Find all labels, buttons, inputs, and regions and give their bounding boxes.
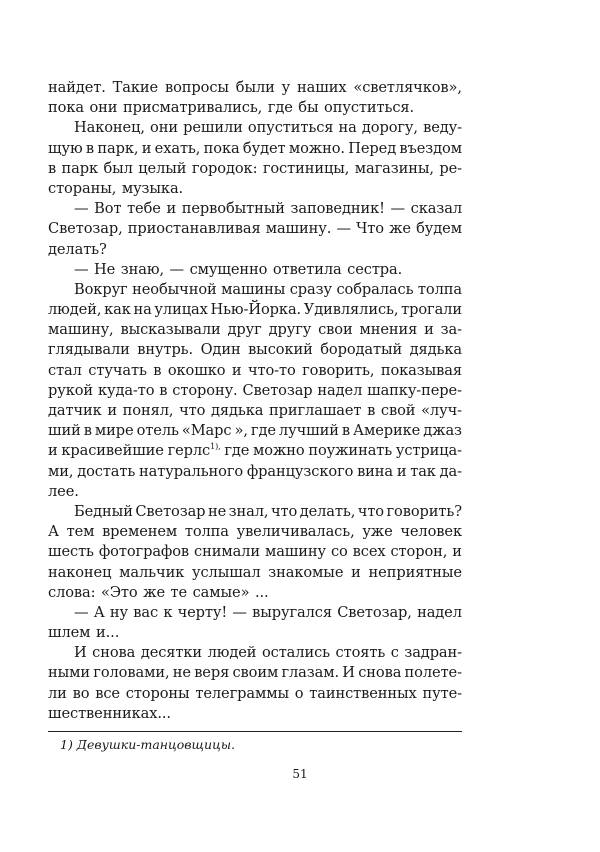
word: Бедный [74,502,133,520]
text-line [48,603,462,623]
word: стоять [335,644,386,662]
word: толпа [184,523,229,541]
word: вопросы [164,79,229,96]
word: Один [200,341,241,359]
word: улицах [154,301,208,319]
word: городок: [191,159,258,177]
word: и [351,563,361,581]
word: мире [94,422,134,440]
word: где [267,99,293,117]
word: друг [227,321,262,339]
word: со [330,543,348,561]
word: достать [77,462,136,480]
word: машину [264,543,326,561]
word: сестра. [347,260,403,278]
word: ре- [439,159,462,177]
word: к [163,603,173,621]
word: неприятные [368,563,462,581]
word: приглашает [269,402,362,419]
word: выругался [252,603,332,621]
text-line [48,159,462,179]
word: трогали [401,301,462,319]
word: уже [362,523,393,541]
word: натурального [139,462,244,480]
text-line [48,421,462,441]
word: наших [297,79,347,96]
word: пока [48,99,84,117]
word: Америке [353,422,421,440]
word: во [72,684,90,702]
word: всех [352,543,386,561]
word: необычной [132,280,217,298]
word: Светозар, [48,220,123,238]
word: все [95,684,120,702]
word: А [48,523,59,541]
word: будем [416,220,462,238]
text-line [48,199,462,219]
word: парк [61,159,99,177]
text-line [48,684,462,704]
word: делать, [299,502,356,520]
word: Вот [94,200,122,218]
word: вас [133,603,159,621]
word: ми, [48,462,74,480]
word: и [141,139,152,157]
word: же [389,220,411,238]
word: головами, [93,664,170,682]
word: телеграммы [195,684,289,702]
word: пока [203,139,240,157]
word: ными [48,664,91,682]
word: тебе [127,200,161,218]
text-line [48,401,462,421]
word: веря [194,664,230,682]
word: въездом [399,139,462,157]
word: Вокруг [74,280,128,298]
word: Не [94,260,116,278]
text-line [48,78,462,98]
word: в [85,139,95,157]
word: знал, [228,502,269,520]
word: Перед [348,139,397,157]
word: бородатый [320,341,403,359]
word: и [48,442,58,460]
word: полете- [404,664,462,682]
word: в [48,159,57,177]
word: первобытный [181,200,285,218]
word: устрица- [395,442,462,460]
text-line [48,663,462,683]
word: решили [183,119,243,137]
word: опуститься [247,119,334,137]
word: — [232,603,247,621]
word: и [452,543,462,561]
word: рукой [48,381,94,399]
word: и [107,402,117,419]
word: высказывали [120,321,221,339]
word: машину. [265,220,332,238]
word: Светозар, [337,603,412,621]
word: десятки [140,644,203,662]
word: те [170,583,188,601]
word: лучший [278,422,339,440]
word: Нью-Йорка. [210,301,302,319]
text-line [48,643,462,663]
word: высокий [248,341,313,359]
word: черту! [177,603,228,621]
word: веду- [423,119,462,137]
word: музыка. [121,179,184,197]
word: будет [242,139,286,157]
word: «луч- [421,402,462,419]
word: ну [109,603,129,621]
text-line [48,260,462,280]
word: людей [207,644,257,662]
word: да- [439,462,462,480]
word: что [357,502,384,520]
word: опуститься. [324,99,415,117]
text-line [48,381,462,401]
word: снимали [194,543,260,561]
word: стораны, [48,179,117,197]
word: и... [95,624,120,642]
text-line [48,462,462,482]
word: ший [48,422,81,440]
word: заповедник! [290,200,385,218]
text-line [48,118,462,138]
word: о [294,684,304,702]
text-line [48,340,462,360]
word: «светлячков», [353,79,462,96]
word: машины [221,280,286,298]
word: собралась [336,280,414,298]
word: самые» [192,583,250,601]
word: с [390,644,399,662]
word: «Это [101,583,138,601]
text-line [48,320,462,340]
word: снова [358,664,402,682]
word: И [74,644,87,662]
text-line [48,98,462,118]
text-line [48,623,462,643]
word: дядька [409,341,462,359]
word: смущенно [189,260,268,278]
word: на [133,301,152,319]
word: бы [298,99,319,117]
text-line [48,502,462,522]
word: мальчик [119,563,185,581]
word: временем [102,523,178,541]
text-line [48,361,462,381]
word: ... [254,583,269,601]
word: что-то [247,361,296,379]
word: стороны [125,684,190,702]
word: герлс$^{1),}$ [167,442,221,460]
word: окошко [167,361,226,379]
word: наконец [48,563,112,581]
word: за- [440,321,462,339]
word: сказал [410,200,462,218]
word: », [234,422,248,440]
footnote-rule [48,731,462,732]
word: А [93,603,105,621]
word: глядывали [48,341,130,359]
word: знаю, [120,260,164,278]
word: слова: [48,583,96,601]
word: целый [138,159,187,177]
word: стучать [88,361,147,379]
text-line [48,280,462,300]
word: джаз [423,422,462,440]
word: тем [66,523,95,541]
word: были [235,79,275,96]
word: шапку-пере- [367,381,462,399]
word: надел [417,603,462,621]
text-line [48,482,462,502]
word: мнения [359,321,418,339]
word: что [270,502,298,520]
word: — [336,220,351,238]
word: — [390,200,406,218]
word: не [172,664,191,682]
word: «Марс [181,422,232,440]
word: ехать, [154,139,201,157]
word: они [150,119,178,137]
word: шлем [48,624,91,642]
word: говорить, [302,361,375,379]
word: говорить? [386,502,462,520]
word: И [342,664,355,682]
word: на [338,119,357,137]
word: Удивлялись, [303,301,399,319]
word: показывая [380,361,462,379]
text-line [48,179,462,199]
word: дядька [210,402,264,419]
word: в [83,422,92,440]
word: свой [380,402,416,419]
word: магазины, [354,159,434,177]
word: услышал [192,563,261,581]
word: щую [48,139,83,157]
word: французского [246,462,354,480]
word: и [231,361,242,379]
word: другу [268,321,312,339]
word: лее. [48,482,79,500]
word: куда-то [97,381,155,399]
word: остались [261,644,330,662]
word: внутрь. [137,341,194,359]
word: знакомые [268,563,344,581]
word: Что [356,220,384,238]
word: свои [318,321,353,339]
word: задран- [404,644,462,662]
word: парк, [97,139,139,157]
page-number: 51 [292,767,308,781]
word: человек [400,523,462,541]
text-line [48,300,462,320]
word: датчик [48,402,102,419]
word: и [396,462,407,480]
text-line [48,522,462,542]
word: дорогу, [361,119,418,137]
word: путе- [422,684,462,702]
word: людей, [48,301,102,319]
word: вина [357,462,394,480]
word: где [224,442,250,460]
word: Светозар [135,502,206,520]
word: — [74,260,89,278]
word: сразу [289,280,332,298]
word: найдет. [48,79,106,96]
word: в [159,381,168,399]
text-line [48,583,462,603]
word: у [281,79,291,96]
word: машину, [48,321,114,339]
text-line [48,704,462,724]
word: и [424,321,434,339]
text-line [48,441,462,461]
word: Светозар [242,381,313,399]
word: они [89,99,118,117]
word: снова [92,644,136,662]
word: красивейшие [61,442,164,460]
word: шественниках... [48,704,171,722]
text-line [48,139,462,159]
word: глазам. [281,664,340,682]
word: толпа [417,280,462,298]
word: отель [136,422,179,440]
text-line [48,240,462,260]
word: ли [48,684,67,702]
word: сторон, [390,543,448,561]
word: стал [48,361,82,379]
body-text [48,78,462,724]
word: в [153,361,162,379]
text-line [48,563,462,583]
word: таинственных [309,684,417,702]
word: же [143,583,165,601]
word: где [250,422,276,440]
footnote-marker: 1), [210,442,221,452]
word: был [103,159,133,177]
word: так [410,462,436,480]
word: увеличивалась, [236,523,355,541]
word: понял, [122,402,174,419]
word: как [104,301,131,319]
word: — [74,603,89,621]
word: — [169,260,185,278]
word: шесть [48,543,94,561]
word: Такие [112,79,159,96]
word: фотографов [98,543,190,561]
text-line [48,542,462,562]
word: сторону. [172,381,238,399]
word: приостанавливая [127,220,261,238]
word: в [367,402,376,419]
word: в [341,422,350,440]
word: можно [253,442,305,460]
word: не [207,502,227,520]
word: надел [317,381,363,399]
word: своим [232,664,279,682]
word: поужинать [308,442,393,460]
word: гостиницы, [262,159,350,177]
word: присматривались, [122,99,263,117]
text-line [48,219,462,239]
word: — [74,200,89,218]
footnote: 1) Девушки-танцовщицы. [60,737,235,752]
word: делать? [48,240,107,258]
word: Наконец, [74,119,145,137]
word: что [179,402,206,419]
word: можно. [288,139,345,157]
word: ответила [272,260,342,278]
word: и [166,200,177,218]
